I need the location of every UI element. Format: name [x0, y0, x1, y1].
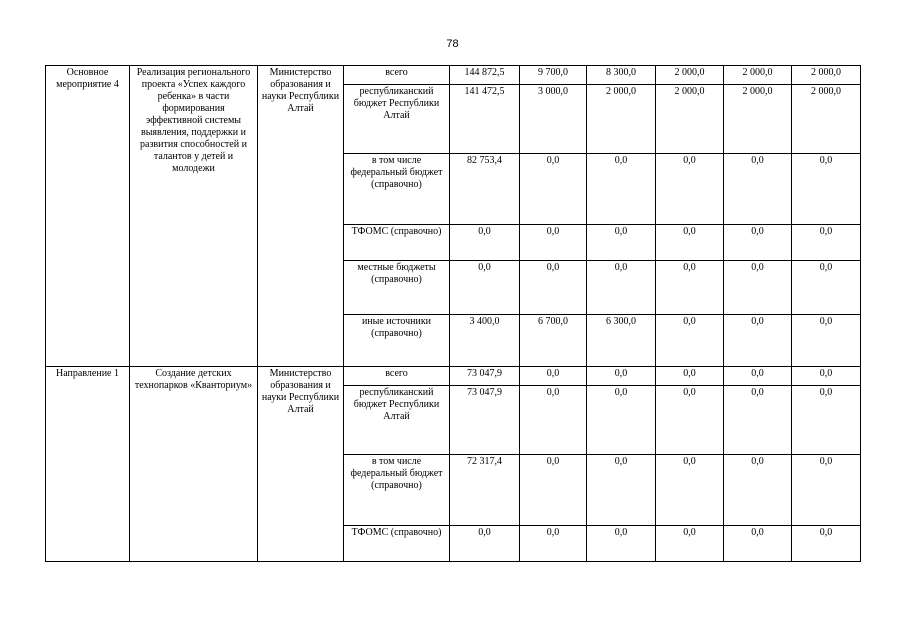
- amount-cell: 0,0: [724, 315, 792, 367]
- amount-cell: 6 300,0: [587, 315, 656, 367]
- amount-cell: 2 000,0: [792, 66, 861, 85]
- amount-cell: 0,0: [520, 455, 587, 526]
- amount-cell: 0,0: [656, 367, 724, 386]
- amount-cell: 0,0: [792, 386, 861, 455]
- amount-cell: 0,0: [656, 225, 724, 261]
- amount-cell: 73 047,9: [450, 386, 520, 455]
- amount-cell: 0,0: [587, 526, 656, 562]
- amount-cell: 0,0: [724, 367, 792, 386]
- amount-cell: 0,0: [792, 154, 861, 225]
- funding-source-cell: республиканский бюджет Республики Алтай: [344, 386, 450, 455]
- amount-cell: 0,0: [656, 526, 724, 562]
- funding-source-cell: местные бюджеты (справочно): [344, 261, 450, 315]
- amount-cell: 0,0: [656, 386, 724, 455]
- amount-cell: 2 000,0: [656, 85, 724, 154]
- amount-cell: 2 000,0: [587, 85, 656, 154]
- amount-cell: 9 700,0: [520, 66, 587, 85]
- amount-cell: 0,0: [724, 225, 792, 261]
- amount-cell: 0,0: [792, 526, 861, 562]
- amount-cell: 0,0: [520, 386, 587, 455]
- table-row: [46, 66, 861, 85]
- amount-cell: 3 400,0: [450, 315, 520, 367]
- amount-cell: 0,0: [587, 455, 656, 526]
- page-number: 78: [446, 38, 459, 50]
- amount-cell: 82 753,4: [450, 154, 520, 225]
- amount-cell: 0,0: [724, 386, 792, 455]
- amount-cell: 0,0: [450, 261, 520, 315]
- amount-cell: 0,0: [520, 526, 587, 562]
- amount-cell: 0,0: [724, 261, 792, 315]
- item-code-cell: Направление 1: [46, 367, 130, 562]
- amount-cell: 0,0: [450, 526, 520, 562]
- amount-cell: 0,0: [520, 154, 587, 225]
- amount-cell: 6 700,0: [520, 315, 587, 367]
- amount-cell: 0,0: [724, 455, 792, 526]
- amount-cell: 8 300,0: [587, 66, 656, 85]
- amount-cell: 141 472,5: [450, 85, 520, 154]
- item-code-cell: Основное мероприятие 4: [46, 66, 130, 367]
- amount-cell: 0,0: [587, 154, 656, 225]
- amount-cell: 0,0: [792, 225, 861, 261]
- funding-source-cell: ТФОМС (справочно): [344, 225, 450, 261]
- amount-cell: 0,0: [724, 154, 792, 225]
- funding-source-cell: иные источники (справочно): [344, 315, 450, 367]
- amount-cell: 2 000,0: [724, 66, 792, 85]
- funding-source-cell: ТФОМС (справочно): [344, 526, 450, 562]
- amount-cell: 2 000,0: [656, 66, 724, 85]
- amount-cell: 0,0: [656, 261, 724, 315]
- item-name-cell: Реализация регионального проекта «Успех каждого ребенка» в части формирования эффективной системы выявления, поддержки и развития способностей и талантов у детей и молодежи: [130, 66, 258, 367]
- amount-cell: 2 000,0: [724, 85, 792, 154]
- budget-table: [45, 65, 861, 562]
- amount-cell: 3 000,0: [520, 85, 587, 154]
- table-row: [46, 367, 861, 386]
- amount-cell: 0,0: [792, 315, 861, 367]
- amount-cell: 73 047,9: [450, 367, 520, 386]
- item-name-cell: Создание детских технопарков «Кванториум»: [130, 367, 258, 562]
- amount-cell: 0,0: [587, 225, 656, 261]
- amount-cell: 0,0: [520, 225, 587, 261]
- executor-cell: Министерство образования и науки Республики Алтай: [258, 66, 344, 367]
- amount-cell: 2 000,0: [792, 85, 861, 154]
- amount-cell: 72 317,4: [450, 455, 520, 526]
- amount-cell: 0,0: [450, 225, 520, 261]
- amount-cell: 0,0: [792, 367, 861, 386]
- amount-cell: 0,0: [656, 455, 724, 526]
- amount-cell: 0,0: [587, 367, 656, 386]
- funding-source-cell: всего: [344, 66, 450, 85]
- amount-cell: 0,0: [587, 261, 656, 315]
- amount-cell: 0,0: [520, 367, 587, 386]
- amount-cell: 0,0: [520, 261, 587, 315]
- amount-cell: 0,0: [656, 315, 724, 367]
- amount-cell: 0,0: [587, 386, 656, 455]
- amount-cell: 0,0: [656, 154, 724, 225]
- amount-cell: 0,0: [792, 261, 861, 315]
- executor-cell: Министерство образования и науки Республики Алтай: [258, 367, 344, 562]
- amount-cell: 0,0: [792, 455, 861, 526]
- funding-source-cell: в том числе федеральный бюджет (справочно): [344, 455, 450, 526]
- funding-source-cell: республиканский бюджет Республики Алтай: [344, 85, 450, 154]
- funding-source-cell: в том числе федеральный бюджет (справочно): [344, 154, 450, 225]
- amount-cell: 0,0: [724, 526, 792, 562]
- funding-source-cell: всего: [344, 367, 450, 386]
- amount-cell: 144 872,5: [450, 66, 520, 85]
